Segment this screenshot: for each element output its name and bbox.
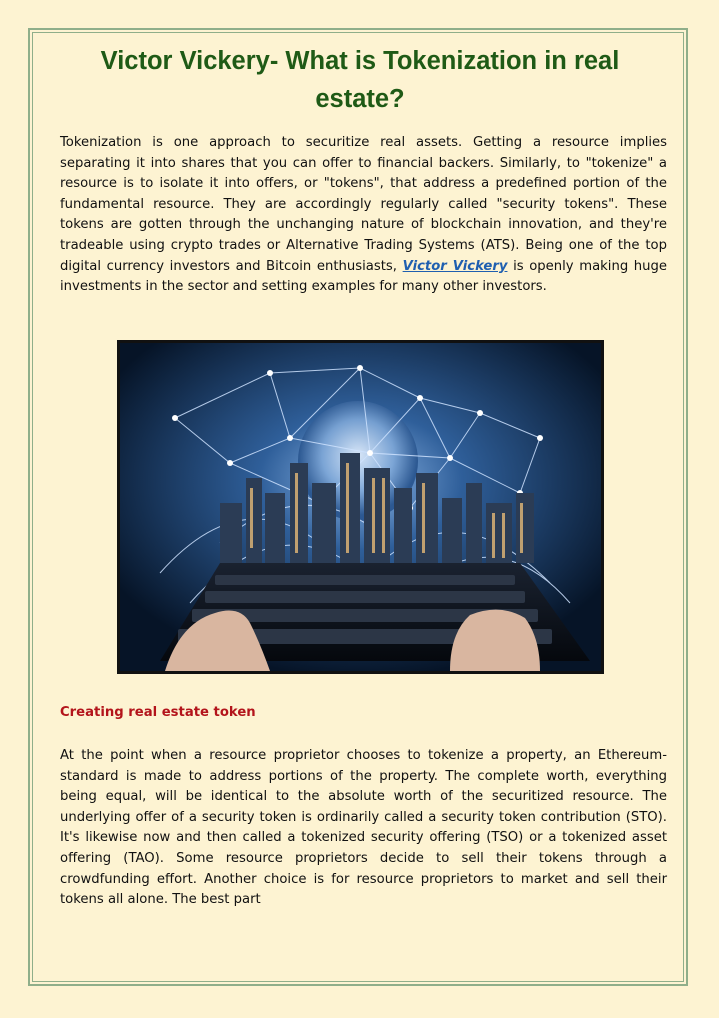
city-network-keyboard-image (120, 343, 601, 671)
tokenization-illustration (117, 340, 604, 674)
intro-text-before-link: Tokenization is one approach to securitize real assets. Getting a resource implies separating it into shares that you can offer to financial backers. Similarly, to "tokenize" a resource is to isolate it into offers, or "tokens", that address a predefined portion of the fundamental resource. They are accordingly regularly called "security tokens". These tokens are gotten through the unchanging nature of blockchain innovation, and they're tradeable using crypto trades or Alternative Trading Systems (ATS). Being one of the top digital currency investors and Bitcoin enthusiasts, (60, 135, 667, 274)
intro-text-after-link: is openly making huge investments in the sector and setting examples for many other investors. (60, 258, 668, 295)
victor-vickery-link[interactable]: Victor Vickery (402, 258, 508, 274)
document-title: Victor Vickery- What is Tokenization in real estate? (100, 47, 620, 113)
intro-paragraph (60, 133, 667, 298)
section-heading: Creating real estate token (60, 705, 256, 720)
section-paragraph: At the point when a resource proprietor chooses to tokenize a property, an Ethereum-standard is made to address portions of the property. The complete worth, everything being equal, will be identical to the absolute worth of the securitized resource. The underlying offer of a security token is ordinarily called a security token contribution (STO). It's likewise now and then called a tokenized security offering (TSO) or a tokenized asset offering (TAO). Some resource proprietors decide to sell their tokens through a crowdfunding effort. Another choice is for resource proprietors to market and sell their tokens all alone. The best part (60, 748, 667, 908)
